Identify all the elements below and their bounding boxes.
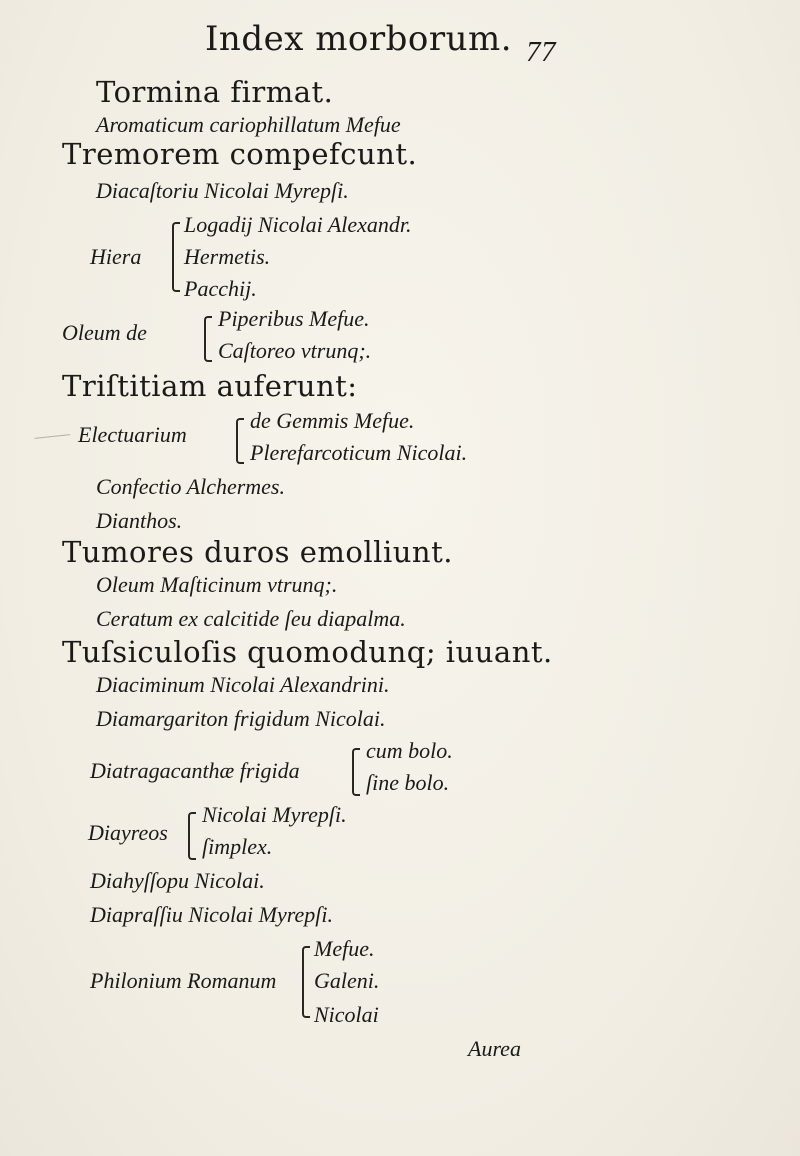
brace-bracket: [302, 946, 310, 1018]
brace-bracket: [188, 812, 196, 860]
remedy-entry: Oleum Maſticinum vtrunq;.: [96, 572, 338, 597]
group-heading: Diatragacanthæ frigida: [90, 758, 300, 783]
brace-bracket: [204, 316, 212, 362]
remedy-entry: Confectio Alchermes.: [96, 474, 285, 499]
group-heading: Diayreos: [88, 820, 168, 845]
entry-heading: Tormina firmat.: [96, 75, 334, 109]
entry-heading: Tumores duros emolliunt.: [62, 535, 453, 569]
remedy-entry: Nicolai: [314, 1002, 379, 1027]
entry-heading: Tuſsiculoſis quomodunq; iuuant.: [62, 635, 553, 669]
remedy-entry: ſimplex.: [202, 834, 273, 859]
remedy-entry: Ceratum ex calcitide ſeu diapalma.: [96, 606, 406, 631]
remedy-entry: Logadij Nicolai Alexandr.: [184, 212, 412, 237]
remedy-entry: Piperibus Mefue.: [218, 306, 370, 331]
remedy-entry: Nicolai Myrepſi.: [202, 802, 347, 827]
remedy-entry: Caſtoreo vtrunq;.: [218, 338, 372, 363]
group-heading: Oleum de: [62, 320, 147, 345]
brace-bracket: [352, 748, 360, 796]
margin-mark: [34, 428, 71, 439]
brace-bracket: [236, 418, 244, 464]
remedy-entry: Diaciminum Nicolai Alexandrini.: [96, 672, 390, 697]
remedy-entry: Diahyſſopu Nicolai.: [90, 868, 265, 893]
page-number: 77: [526, 36, 556, 68]
remedy-entry: Mefue.: [314, 936, 375, 961]
brace-bracket: [172, 222, 180, 292]
group-heading: Philonium Romanum: [90, 968, 277, 993]
group-heading: Electuarium: [78, 422, 187, 447]
remedy-entry: de Gemmis Mefue.: [250, 408, 415, 433]
remedy-entry: Aromaticum cariophillatum Mefue: [96, 112, 401, 137]
catchword: Aurea: [468, 1036, 521, 1061]
group-heading: Hiera: [90, 244, 142, 269]
remedy-entry: Diapraſſiu Nicolai Myrepſi.: [90, 902, 333, 927]
remedy-entry: Dianthos.: [96, 508, 183, 533]
remedy-entry: Galeni.: [314, 968, 380, 993]
remedy-entry: Pacchij.: [184, 276, 257, 301]
remedy-entry: Hermetis.: [184, 244, 271, 269]
remedy-entry: Plerefarcoticum Nicolai.: [250, 440, 468, 465]
entry-heading: Triſtitiam auferunt:: [62, 369, 358, 403]
running-title: Index morborum.: [205, 19, 513, 59]
remedy-entry: cum bolo.: [366, 738, 453, 763]
remedy-entry: Diamargariton frigidum Nicolai.: [96, 706, 386, 731]
entry-heading: Tremorem compefcunt.: [62, 137, 418, 171]
remedy-entry: ſine bolo.: [366, 770, 450, 795]
remedy-entry: Diacaſtoriu Nicolai Myrepſi.: [96, 178, 349, 203]
